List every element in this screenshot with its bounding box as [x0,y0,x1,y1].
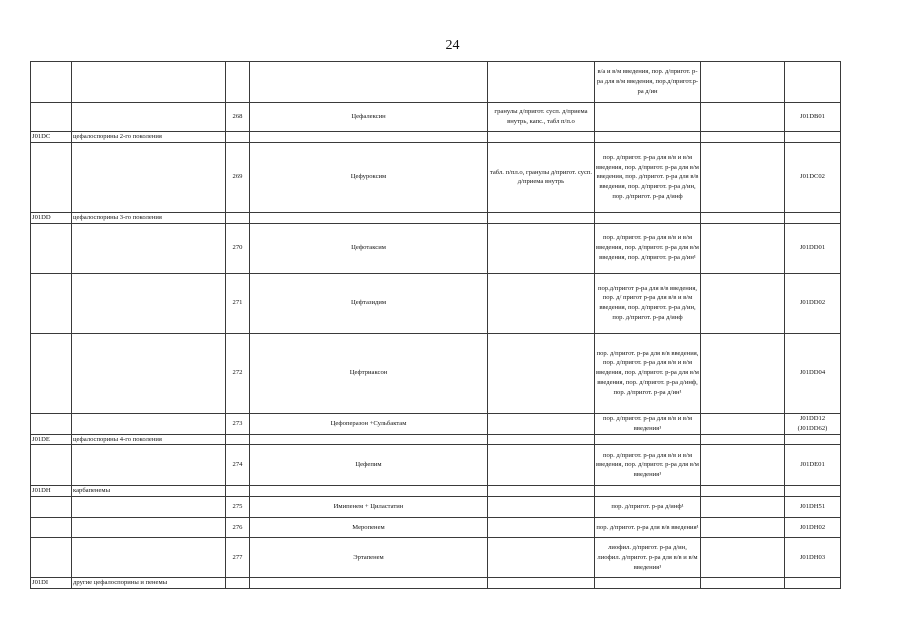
atc-group-code: J01DC [31,132,72,143]
item-number: 273 [226,413,250,434]
oral-dosage-form: табл. п/пл.о, гранулы д/пригот. сусп. д/приема внутрь [488,142,595,212]
empty-cell [785,212,841,223]
injection-dosage-form: пор. д/пригот. р-ра д/инф¹ [595,497,701,518]
drug-name: Цефтриаксон [250,333,488,413]
atc-code: J01DC02 [785,142,841,212]
group-row [31,434,841,445]
empty-cell [701,223,785,273]
empty-cell [701,578,785,589]
item-number: 274 [226,445,250,486]
item-number: 275 [226,497,250,518]
empty-cell [72,62,226,103]
empty-cell [701,538,785,578]
empty-cell [226,132,250,143]
atc-group-code: J01DH [31,486,72,497]
atc-code: J01DD12 (J01DD62) [785,413,841,434]
injection-dosage-form: пор. д/пригот. р-ра для в/в введения¹ [595,518,701,538]
atc-code: J01DH51 [785,497,841,518]
table-row [31,142,841,212]
drug-name: Цефтазидим [250,273,488,333]
table-row [31,333,841,413]
empty-cell [250,578,488,589]
item-number: 277 [226,538,250,578]
empty-cell [785,434,841,445]
injection-dosage-form [595,103,701,132]
drug-name: Цефалексин [250,103,488,132]
empty-cell [72,538,226,578]
empty-cell [701,445,785,486]
empty-cell [488,132,595,143]
empty-cell [785,132,841,143]
empty-cell [785,578,841,589]
empty-cell [701,518,785,538]
empty-cell [250,434,488,445]
empty-cell [72,445,226,486]
empty-cell [595,486,701,497]
table-row [31,518,841,538]
table-row [31,538,841,578]
atc-code: J01DB01 [785,103,841,132]
atc-group-code: J01DD [31,212,72,223]
atc-code: J01DD02 [785,273,841,333]
drug-name: Эртапенем [250,538,488,578]
empty-cell [595,434,701,445]
atc-group-label: другие цефалоспорины и пенемы [72,578,226,589]
empty-cell [701,132,785,143]
empty-cell [72,273,226,333]
item-number: 270 [226,223,250,273]
atc-group-label: цефалоспорины 3-го поколения [72,212,226,223]
empty-cell [785,486,841,497]
empty-cell [488,434,595,445]
table-row [31,62,841,103]
empty-cell [31,497,72,518]
oral-dosage-form [488,497,595,518]
item-number: 268 [226,103,250,132]
item-number [226,62,250,103]
empty-cell [31,103,72,132]
drug-name: Цефотаксим [250,223,488,273]
oral-dosage-form [488,538,595,578]
oral-dosage-form [488,62,595,103]
group-row [31,578,841,589]
atc-group-label: цефалоспорины 4-го поколения [72,434,226,445]
empty-cell [31,518,72,538]
atc-code: J01DH03 [785,538,841,578]
table-row [31,413,841,434]
empty-cell [488,486,595,497]
atc-group-code: J01DI [31,578,72,589]
empty-cell [250,212,488,223]
group-row [31,212,841,223]
item-number: 276 [226,518,250,538]
atc-code: J01DE01 [785,445,841,486]
empty-cell [701,142,785,212]
injection-dosage-form: в/а и в/м введения, пор. д/пригот. р-ра для в/м введения, пор.д/пригот.р-ра д/ин [595,62,701,103]
oral-dosage-form [488,223,595,273]
empty-cell [72,413,226,434]
empty-cell [226,212,250,223]
injection-dosage-form: пор. д/пригот. р-ра для в/в и в/м введения, пор. д/пригот. р-ра для в/м введения, пор. д/пригот. р-ра для в/в введения, пор. д/пригот. р-ра д/ин, пор. д/пригот. р-ра д/инф [595,142,701,212]
empty-cell [250,486,488,497]
empty-cell [72,518,226,538]
empty-cell [31,62,72,103]
atc-code: J01DD01 [785,223,841,273]
table-row [31,497,841,518]
item-number: 271 [226,273,250,333]
table-row [31,445,841,486]
empty-cell [31,142,72,212]
drug-table [30,61,841,589]
oral-dosage-form [488,413,595,434]
empty-cell [31,273,72,333]
table-row [31,223,841,273]
injection-dosage-form: пор. д/пригот. р-ра для в/в введения, пор. д/пригот. р-ра для в/в и в/м введения, пор. д/пригот. р-ра для в/м введения, пор. д/пригот. р-ра д/инф, пор. д/пригот. р-ра д/ин¹ [595,333,701,413]
empty-cell [701,486,785,497]
empty-cell [701,413,785,434]
empty-cell [72,333,226,413]
empty-cell [701,212,785,223]
drug-name: Цефоперазон +Сульбактам [250,413,488,434]
oral-dosage-form [488,333,595,413]
injection-dosage-form: пор. д/пригот. р-ра для в/в и в/м введения, пор. д/пригот. р-ра для в/м введения¹ [595,445,701,486]
drug-name: Меропенем [250,518,488,538]
empty-cell [595,578,701,589]
empty-cell [31,223,72,273]
empty-cell [31,445,72,486]
drug-name: Имипенем + Циластатин [250,497,488,518]
item-number: 269 [226,142,250,212]
empty-cell [701,273,785,333]
atc-group-label: карбапенемы [72,486,226,497]
table-body [31,62,841,589]
empty-cell [72,142,226,212]
empty-cell [31,538,72,578]
drug-name: Цефепим [250,445,488,486]
empty-cell [226,578,250,589]
empty-cell [488,212,595,223]
empty-cell [701,103,785,132]
group-row [31,132,841,143]
empty-cell [226,434,250,445]
atc-group-label: цефалоспорины 2-го поколения [72,132,226,143]
atc-code: J01DD04 [785,333,841,413]
empty-cell [250,132,488,143]
empty-cell [595,132,701,143]
atc-code [785,62,841,103]
atc-group-code: J01DE [31,434,72,445]
empty-cell [701,62,785,103]
empty-cell [31,333,72,413]
empty-cell [72,103,226,132]
empty-cell [701,434,785,445]
oral-dosage-form [488,445,595,486]
oral-dosage-form [488,518,595,538]
empty-cell [226,486,250,497]
table-row [31,273,841,333]
injection-dosage-form: пор. д/пригот. р-ра для в/в и в/м введения, пор. д/пригот. р-ра для в/м введения, пор. д/пригот. р-ра д/ин¹ [595,223,701,273]
injection-dosage-form: пор. д/пригот. р-ра для в/в и в/м введения¹ [595,413,701,434]
page-number: 24 [445,38,460,53]
empty-cell [72,223,226,273]
empty-cell [595,212,701,223]
drug-name [250,62,488,103]
empty-cell [701,333,785,413]
drug-name: Цефуроксим [250,142,488,212]
table-row [31,103,841,132]
empty-cell [488,578,595,589]
oral-dosage-form: гранулы д/пригот. сусп. д/приема внутрь, капс., табл п/п.о [488,103,595,132]
oral-dosage-form [488,273,595,333]
empty-cell [701,497,785,518]
injection-dosage-form: пор.д/пригот р-ра для в/в введения, пор. д/ пригот р-ра для в/в и в/м введения, пор. д/пригот. р-ра д/ин, пор. д/пригот. р-ра д/инф [595,273,701,333]
empty-cell [31,413,72,434]
atc-code: J01DH02 [785,518,841,538]
group-row [31,486,841,497]
empty-cell [72,497,226,518]
injection-dosage-form: лиофил. д/пригот. р-ра д/ин, лиофил. д/пригот. р-ра для в/в и в/м введения¹ [595,538,701,578]
item-number: 272 [226,333,250,413]
